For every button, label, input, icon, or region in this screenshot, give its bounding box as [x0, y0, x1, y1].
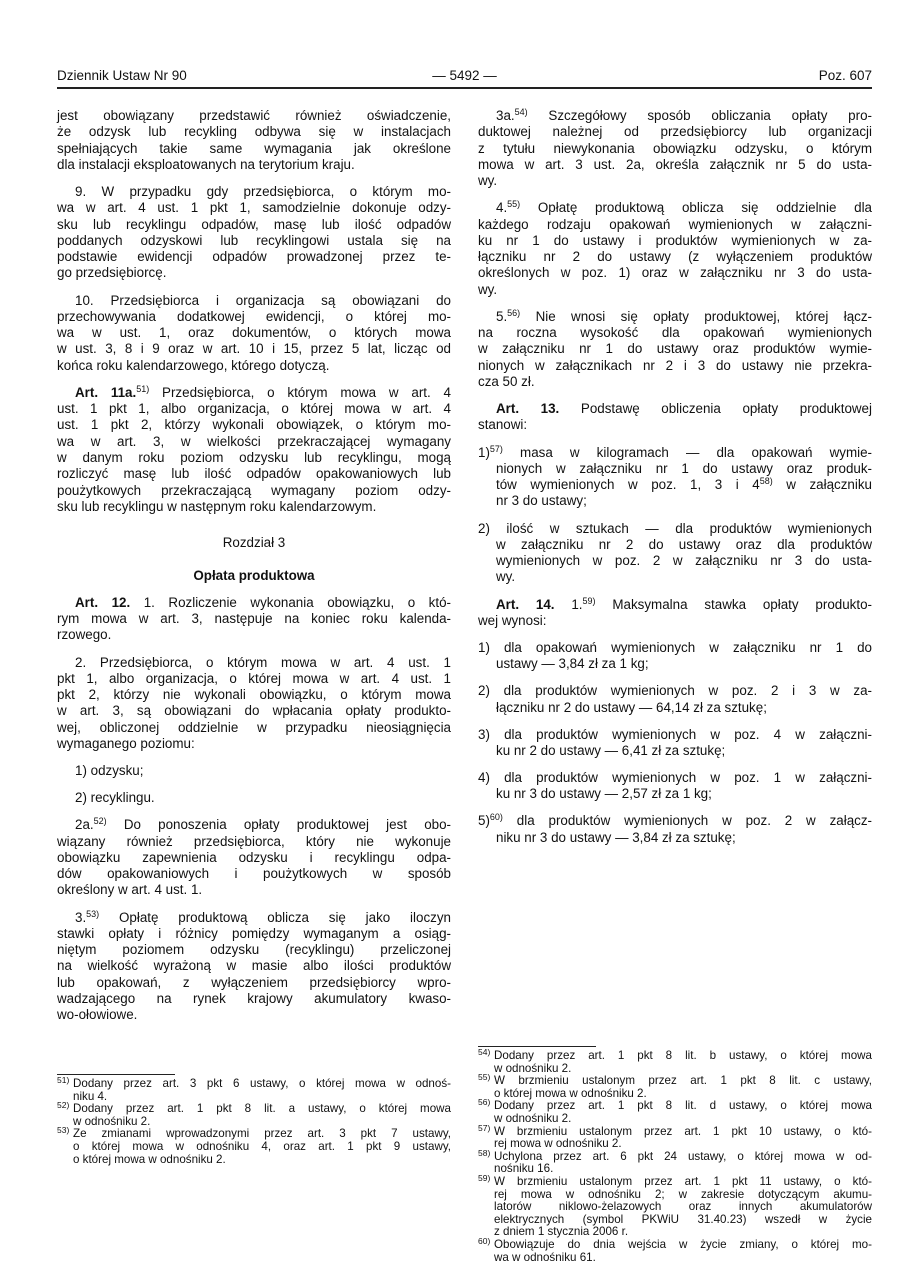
- footnote: [57, 1100, 451, 1128]
- text-line: go przedsiębiorcę.: [57, 265, 167, 281]
- text-line: ku nr 1 do ustawy i produktów wymienionych w za-: [478, 232, 872, 248]
- paragraph: [57, 817, 451, 898]
- text-segment: Maksymalna stawka opłaty produkto-: [595, 596, 872, 612]
- text-line: [57, 595, 451, 611]
- text-line: niku 4.: [73, 1089, 108, 1103]
- text-line: [57, 385, 451, 401]
- text-line: w załączniku nr 1 do ustawy oraz produktów wymie-: [478, 341, 872, 357]
- text-line: poużytkowych przekraczającą wymagany poziom odzy-: [57, 482, 451, 498]
- text-line: nionych w załącznikach nr 2 i 3 do ustawy nie przekra-: [478, 357, 872, 373]
- text-line: o której mowa w odnośniku 2.: [73, 1152, 226, 1166]
- text-line: nośniku 16.: [494, 1162, 554, 1176]
- text-line: w załączniku nr 2 do ustawy oraz dla produktów: [496, 536, 872, 552]
- paragraph: [478, 108, 872, 189]
- footnote-ref: 51): [136, 383, 150, 394]
- left-column: [57, 108, 451, 1034]
- footnote: [478, 1097, 872, 1125]
- text-line: $^{54)}$ Dodany przez art. 1 pkt 8 lit. b ustawy, o której mowa: [478, 1047, 872, 1062]
- text-line: ustawy — 3,84 zł za 1 kg;: [496, 656, 649, 672]
- text-line: wa w art. 3, w wielkości przekraczającej wymagany: [57, 433, 451, 449]
- paragraph: [57, 293, 451, 374]
- text-line: wa w art. 4 ust. 1 pkt 1, samodzielnie dokonuje odzy-: [57, 200, 451, 216]
- text-line: $^{51)}$ Dodany przez art. 3 pkt 6 ustawy, o której mowa w odnoś-: [57, 1075, 451, 1090]
- text-line: jest obowiązany przedstawić również oświadczenie,: [57, 108, 451, 123]
- bold-label: Art. 12.: [75, 594, 131, 610]
- text-line: poddanych odzyskowi lub recyklingowi ustala się na: [57, 232, 451, 248]
- text-line: przechowywania dodatkowej ewidencji, o której mo-: [57, 308, 451, 324]
- text-line: [478, 445, 872, 461]
- text-segment: dla produktów wymienionych w poz. 2 w załącz-: [502, 813, 872, 829]
- footnote: [57, 1125, 451, 1166]
- footnote: [478, 1147, 872, 1176]
- text-line: [478, 597, 872, 613]
- footnotes-left: [57, 1075, 451, 1166]
- text-line: stawki opłaty i różnicy pomiędzy wymaganym a osiąg-: [57, 925, 451, 941]
- bold-label: Art. 14.: [496, 596, 555, 612]
- text-line: nionych w załączniku nr 1 do ustawy oraz produk-: [496, 460, 872, 476]
- text-segment: Szczegółowy sposób obliczania opłaty pro-: [527, 108, 872, 123]
- right-column: [478, 108, 872, 857]
- page-number: — 5492 —: [432, 68, 497, 83]
- text-segment: 1): [478, 444, 490, 460]
- text-line: na wielkość wyrażoną w masie albo ilości produktów: [57, 958, 451, 974]
- text-line: [478, 813, 872, 829]
- paragraph: [57, 595, 451, 644]
- text-line: 2. Przedsiębiorca, o którym mowa w art. 4 ust. 1: [75, 654, 451, 670]
- footnote: [478, 1072, 872, 1100]
- text-line: 2) dla produktów wymienionych w poz. 2 i 3 w za-: [478, 683, 872, 699]
- bold-label: Art. 13.: [496, 401, 560, 417]
- text-line: w ust. 3, 8 i 9 oraz w art. 10 i 15, przez 5 lat, licząc od: [57, 341, 451, 357]
- text-segment: Opłatę produktową oblicza się jako iloczyn: [99, 909, 451, 925]
- text-line: [478, 200, 872, 216]
- text-segment: 5.: [496, 308, 508, 324]
- text-line: wy.: [478, 281, 498, 297]
- footnote-ref: 58): [759, 476, 773, 487]
- text-line: ust. 1 pkt 2, którzy wykonali obowiązek, o którym mo-: [57, 417, 451, 433]
- text-segment: 4.: [496, 200, 508, 216]
- list-item: [478, 813, 872, 846]
- text-line: wej, obliczonej oddzielnie w przypadku nieosiągnięcia: [57, 719, 451, 735]
- text-segment: Przedsiębiorca, o którym mowa w art. 4: [149, 384, 451, 400]
- text-line: 2) recyklingu.: [75, 790, 155, 806]
- text-segment: 5): [478, 813, 490, 829]
- text-line: końca roku kalendarzowego, którego dotyczą.: [57, 357, 330, 373]
- footnote-ref: 52): [93, 816, 107, 827]
- footnote-ref: 53): [86, 908, 100, 919]
- footnote-ref: 60): [489, 812, 503, 823]
- text-line: wo-ołowiowe.: [57, 1007, 138, 1023]
- journal-title: Dziennik Ustaw Nr 90: [57, 68, 187, 83]
- text-line: lub opakowań, z wyłączeniem przedsiębiorcy wpro-: [57, 974, 451, 990]
- text-line: [478, 401, 872, 417]
- text-line: stanowi:: [478, 417, 528, 433]
- text-line: dów opakowaniowych i poużytkowych w sposób: [57, 866, 451, 882]
- text-line: spełniających takie same wymagania jak określone: [57, 140, 451, 156]
- text-line: sku lub recyklingu w następnym roku kalendarzowym.: [57, 498, 377, 514]
- paragraph: [57, 655, 451, 753]
- text-line: w odnośniku 2.: [73, 1114, 151, 1128]
- footnote: [478, 1122, 872, 1151]
- text-line: [57, 817, 451, 833]
- text-line: nr 3 do ustawy;: [496, 493, 587, 509]
- text-line: wej wynosi:: [478, 612, 547, 628]
- text-line: wymienionych w poz. 2 w załączniku nr 3 do usta-: [496, 553, 872, 569]
- footnote-ref: 57): [489, 443, 503, 454]
- text-line: rym mowa w art. 3, następuje na koniec roku kalenda-: [57, 611, 451, 627]
- list-item: [478, 727, 872, 760]
- text-line: [478, 108, 872, 124]
- text-line: ust. 1 pkt 1, albo organizacja, o której mowa w art. 4: [57, 401, 451, 417]
- list-item: [478, 770, 872, 803]
- footnote: [478, 1235, 872, 1264]
- text-line: cza 50 zł.: [478, 374, 535, 390]
- text-line: $^{53)}$ Ze zmianami wprowadzonymi przez art. 3 pkt 7 ustawy,: [57, 1125, 451, 1141]
- text-line: elektrycznych (symbol PKWiU 31.40.23) wszedł w życie: [494, 1212, 872, 1226]
- text-line: podstawie ewidencji odpadów prowadzonej przez te-: [57, 249, 451, 265]
- text-line: każdego rodzaju opakowań wymienionych w załączni-: [478, 216, 872, 232]
- text-line: rzowego.: [57, 627, 112, 643]
- text-line: rej mowa w odnośniku 2.: [494, 1137, 622, 1151]
- text-segment: tów wymienionych w poz. 1, 3 i 4: [496, 477, 760, 493]
- text-line: mowa w art. 3 ust. 2a, określa załącznik nr 5 do usta-: [478, 156, 872, 172]
- text-line: ku nr 3 do ustawy — 2,57 zł za 1 kg;: [496, 786, 712, 802]
- text-line: obowiązku zapewnienia odzysku i recyklingu odpa-: [57, 849, 451, 865]
- text-line: [478, 309, 872, 325]
- text-line: w danym roku poziom odzysku lub recyklingu, mogą: [57, 450, 451, 466]
- text-line: $^{58)}$ Uchylona przez art. 6 pkt 24 ustawy, o której mowa w od-: [478, 1147, 872, 1163]
- text-segment: masa w kilogramach — dla opakowań wymie-: [502, 444, 872, 460]
- text-line: o której mowa w odnośniku 2.: [494, 1086, 647, 1100]
- text-line: w art. 3, są obowiązani do wpłacania opłaty produkto-: [57, 703, 451, 719]
- text-line: rozliczyć masę lub ilość odpadów opakowaniowych lub: [57, 466, 451, 482]
- text-line: 10. Przedsiębiorca i organizacja są obowiązani do: [75, 292, 451, 308]
- paragraph: [478, 309, 872, 390]
- footnote: [478, 1047, 872, 1075]
- text-line: 1) dla opakowań wymienionych w załączniku nr 1 do: [478, 639, 872, 655]
- page-header: [57, 68, 872, 86]
- text-segment: Do ponoszenia opłaty produktowej jest obo-: [106, 817, 451, 833]
- text-segment: 3.: [75, 909, 87, 925]
- footnote-ref: 54): [514, 107, 528, 117]
- text-line: $^{60)}$ Obowiązuje do dnia wejścia w życie zmiany, o której mo-: [478, 1235, 872, 1251]
- text-line: wiązany również przedsiębiorca, który nie wykonuje: [57, 833, 451, 849]
- list-item: [478, 445, 872, 510]
- footnotes-right: [478, 1047, 872, 1264]
- text-line: z tytułu niewykonania obowiązku odzysku, o którym: [478, 140, 872, 156]
- text-line: niętym poziomem odzysku (recyklingu) przeliczonej: [57, 942, 451, 958]
- text-segment: 3a.: [496, 108, 515, 123]
- paragraph: [57, 790, 451, 806]
- paragraph: [57, 108, 451, 173]
- text-line: 4) dla produktów wymienionych w poz. 1 w załączni-: [478, 770, 872, 786]
- paragraph: [57, 184, 451, 282]
- text-line: $^{57)}$ W brzmieniu ustalonym przez art. 1 pkt 10 ustawy, o któ-: [478, 1122, 872, 1138]
- list-item: [478, 640, 872, 673]
- text-line: $^{55)}$ W brzmieniu ustalonym przez art. 1 pkt 8 lit. c ustawy,: [478, 1072, 872, 1088]
- paragraph: [57, 385, 451, 515]
- text-line: latorów niklowo-żelazowych oraz innych akumulatorów: [494, 1200, 872, 1214]
- text-line: sku lub recyklingu odpadów, masę lub ilość odpadów: [57, 216, 451, 232]
- text-line: łączniku nr 2 do ustawy — 64,14 zł za sztukę;: [496, 699, 767, 715]
- text-line: ku nr 2 do ustawy — 6,41 zł za sztukę;: [496, 742, 726, 758]
- text-line: [478, 477, 872, 493]
- text-segment: Nie wnosi się opłaty produktowej, której łącz-: [520, 308, 872, 324]
- text-line: pkt 1, albo organizacja, o której mowa w art. 4 ust. 1: [57, 670, 451, 686]
- text-line: wadzającego na rynek krajowy akumulatory kwaso-: [57, 991, 451, 1007]
- footnote-rule-right: [478, 1046, 596, 1047]
- text-line: wy.: [496, 569, 516, 585]
- text-line: [57, 910, 451, 926]
- footnote-rule-left: [57, 1074, 175, 1075]
- text-line: wymaganego poziomu:: [57, 735, 195, 751]
- chapter-heading: Rozdział 3: [222, 535, 286, 551]
- paragraph: [57, 763, 451, 779]
- footnote-ref: 59): [582, 595, 596, 606]
- text-segment: 1. Rozliczenie wykonania obowiązku, o któ-: [130, 594, 451, 610]
- text-line: dla instalacji eksploatowanych na terytorium kraju.: [57, 156, 355, 172]
- text-line: rej mowa w odnośniku 2; w zakresie dotyczącym akumu-: [494, 1187, 872, 1201]
- text-segment: Podstawę obliczenia opłaty produktowej: [559, 401, 872, 417]
- text-line: pkt 2, którzy nie wykonali obowiązku, o którym mowa: [57, 687, 451, 703]
- footnote: [478, 1172, 872, 1239]
- text-segment: 1.: [554, 596, 583, 612]
- text-line: duktowej należnej od przedsiębiorcy lub organizacji: [478, 124, 872, 140]
- text-line: wa w odnośniku 61.: [494, 1250, 596, 1264]
- text-line: $^{59)}$ W brzmieniu ustalonym przez art. 1 pkt 11 ustawy, o któ-: [478, 1172, 872, 1188]
- paragraph: [478, 200, 872, 298]
- bold-label: Art. 11a.: [75, 384, 137, 400]
- text-line: z dniem 1 stycznia 2006 r.: [494, 1225, 629, 1239]
- text-line: na roczna wysokość dla opakowań wymienionych: [478, 325, 872, 341]
- text-line: określonych w poz. 1) oraz w załączniku nr 3 do usta-: [478, 265, 872, 281]
- list-item: [478, 683, 872, 716]
- text-line: określony w art. 4 ust. 1.: [57, 882, 203, 898]
- text-line: 9. W przypadku gdy przedsiębiorca, o którym mo-: [75, 183, 451, 199]
- paragraph: [57, 910, 451, 1024]
- list-item: [478, 521, 872, 586]
- text-line: w odnośniku 2.: [494, 1061, 572, 1075]
- text-line: $^{56)}$ Dodany przez art. 1 pkt 8 lit. d ustawy, o której mowa: [478, 1097, 872, 1113]
- text-segment: 2a.: [75, 817, 94, 833]
- position-number: Poz. 607: [818, 68, 872, 83]
- footnote: [57, 1075, 451, 1103]
- text-line: 3) dla produktów wymienionych w poz. 4 w załączni-: [478, 726, 872, 742]
- text-line: w odnośniku 2.: [494, 1111, 572, 1125]
- text-line: łączniku nr 2 do ustawy (z wyłączeniem produktów: [478, 249, 872, 265]
- text-segment: w załączniku: [772, 477, 872, 493]
- text-line: że odzysk lub recykling odbywa się w instalacjach: [57, 124, 451, 140]
- footnote-ref: 56): [507, 307, 521, 318]
- text-line: $^{52)}$ Dodany przez art. 1 pkt 8 lit. a ustawy, o której mowa: [57, 1100, 451, 1116]
- text-line: wy.: [478, 173, 498, 189]
- text-line: niku nr 3 do ustawy — 3,84 zł za sztukę;: [496, 829, 736, 845]
- text-line: 1) odzysku;: [75, 763, 144, 779]
- text-line: 2) ilość w sztukach — dla produktów wymienionych: [478, 520, 872, 536]
- paragraph: [478, 401, 872, 434]
- footnote-ref: 55): [507, 199, 521, 210]
- text-line: wa w ust. 1, oraz dokumentów, o których mowa: [57, 325, 451, 341]
- text-segment: Opłatę produktową oblicza się oddzielnie dla: [520, 200, 872, 216]
- paragraph: [478, 597, 872, 630]
- text-line: o której mowa w odnośniku 4, oraz art. 1 pkt 9 ustawy,: [73, 1139, 451, 1153]
- header-rule: [57, 87, 872, 89]
- section-title: Opłata produktowa: [193, 567, 315, 583]
